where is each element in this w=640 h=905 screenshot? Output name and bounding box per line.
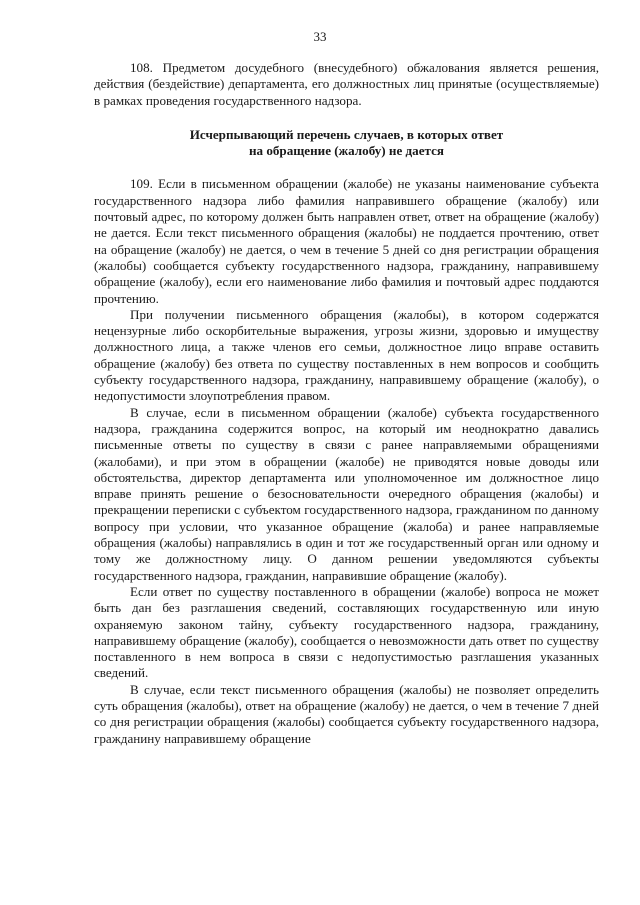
paragraph-108: 108. Предметом досудебного (внесудебного) обжалования является решения, действия (бездействие) департамента, его должностных лиц принятые (осуществляемые) в рамках проведения государственного надзора. bbox=[94, 60, 599, 108]
page-number: 33 bbox=[313, 29, 327, 44]
paragraph-109: 109. Если в письменном обращении (жалобе) не указаны наименование субъекта государственного надзора либо фамилия направившего обращение (жалобу) или почтовый адрес, по которому должен быть направлен ответ, ответ на обращение (жалобу) не дается. Если текст письменного обращения (жалобы) не поддается прочтению, ответ на обращение (жалобу) не дается, о чем в течение 5 дней со дня регистрации обращения (жалобы) сообщается субъекту государственного надзора, гражданину, направившему обращение (жалобу), если его наименование либо фамилия и почтовый адрес поддаются прочтению. bbox=[94, 176, 599, 306]
paragraph-offensive-content: При получении письменного обращения (жалобы), в котором содержатся нецензурные либо оскорбительные выражения, угрозы жизни, здоровью и имуществу должностного лица, а также членов его семьи, должностное лицо вправе оставить обращение (жалобу) без ответа по существу поставленных в нем вопросов и сообщить субъекту государственного надзора, гражданину, направившему обращение (жалобу), о недопустимости злоупотребления правом. bbox=[94, 306, 599, 404]
section-heading bbox=[94, 127, 599, 160]
document-body bbox=[94, 60, 599, 747]
section-heading-line-1: Исчерпывающий перечень случаев, в которых ответ bbox=[189, 126, 504, 142]
paragraph-state-secret: Если ответ по существу поставленного в обращении (жалобе) вопроса не может быть дан без разглашения сведений, составляющих государственную или иную охраняемую законом тайну, субъекту государственного надзора, гражданину, направившему обращение (жалобу), сообщается о невозможности дать ответ по существу поставленного в нем вопроса в связи с недопустимостью разглашения указанных сведений. bbox=[94, 583, 599, 681]
paragraph-repeated-appeal: В случае, если в письменном обращении (жалобе) субъекта государственного надзора, гражданина содержится вопрос, на который им неоднократно давались письменные ответы по существу в связи с ранее направляемыми обращениями (жалобами), и при этом в обращении (жалобе) не приводятся новые доводы или обстоятельства, директор департамента или уполномоченное им должностное лицо вправе принять решение о безосновательности очередного обращения (жалобы) и прекращении переписки с субъектом государственного надзора, гражданином по данному вопросу при условии, что указанное обращение (жалоба) и ранее направляемые обращения (жалобы) направлялись в один и тот же государственный орган или одному и тому же должностному лицу. О данном решении уведомляются субъекты государственного надзора, гражданин, направившие обращение (жалобу). bbox=[94, 404, 599, 583]
section-heading-line-2: на обращение (жалобу) не дается bbox=[248, 143, 445, 159]
paragraph-unclear-text: В случае, если текст письменного обращения (жалобы) не позволяет определить суть обращения (жалобы), ответ на обращение (жалобу) не дается, о чем в течение 7 дней со дня регистрации обращения (жалобы) сообщается субъекту государственного надзора, гражданину направившему обращение bbox=[94, 681, 599, 746]
